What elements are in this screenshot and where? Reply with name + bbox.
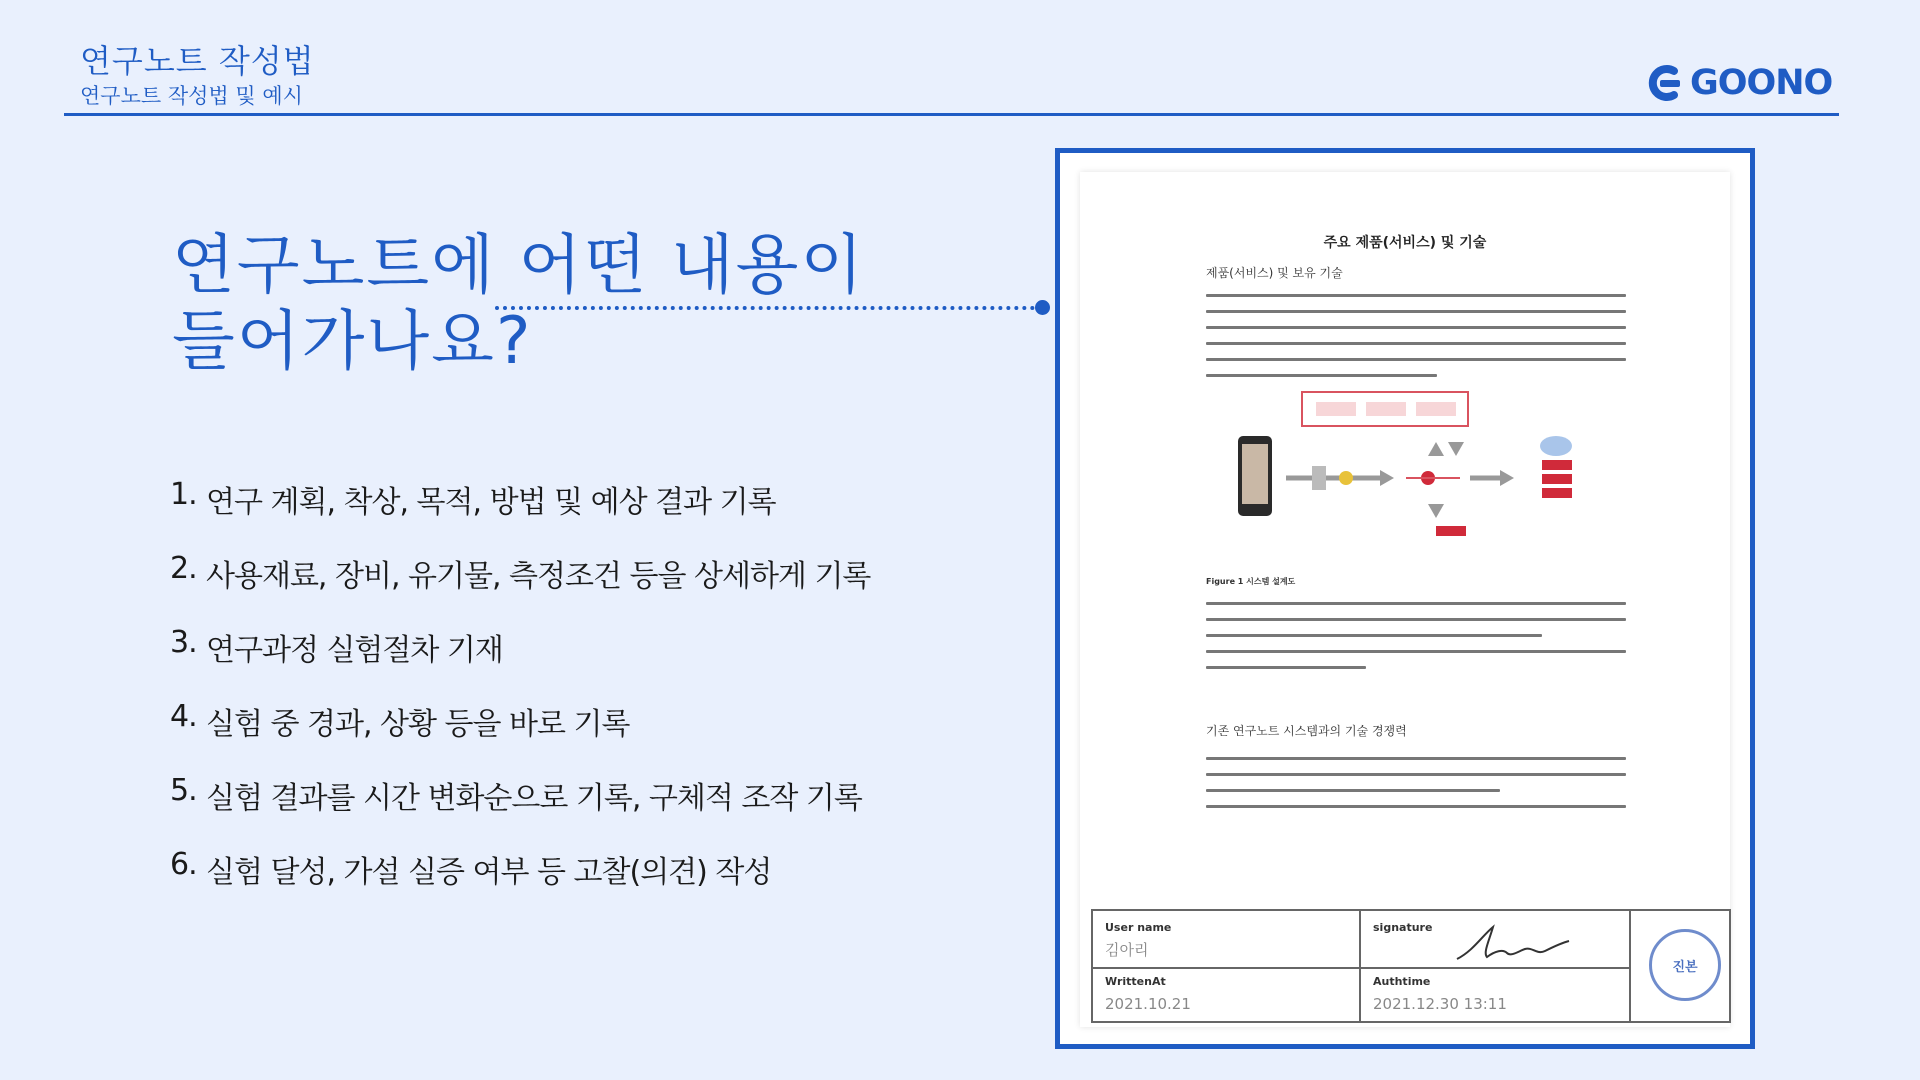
list-item: 2. 사용재료, 장비, 유기물, 측정조건 등을 상세하게 기록 [170,551,871,594]
main-question-line2: 들어가나요? [172,304,533,379]
list-item: 6. 실험 달성, 가설 실증 여부 등 고찰(의견) 작성 [170,847,772,890]
dotted-connector [495,306,1043,310]
content-list [170,477,870,921]
header-title: 연구노트 작성법 [80,42,315,80]
signature-label: signature [1373,921,1433,934]
document-paragraph [1206,757,1626,821]
system-diagram [1230,386,1610,566]
document-section-heading: 제품(서비스) 및 보유 기술 [1206,266,1343,280]
header-divider [64,113,1839,116]
goono-logo-icon [1644,63,1688,103]
user-name-label: User name [1105,921,1172,934]
goono-logo [1644,60,1832,106]
document-title: 주요 제품(서비스) 및 기술 [1323,235,1487,251]
written-at-value: 2021.10.21 [1105,995,1191,1013]
main-question-line1: 연구노트에 어떤 내용이 [172,228,866,303]
list-item: 5. 실험 결과를 시간 변화순으로 기록, 구체적 조작 기록 [170,773,862,816]
document-section-heading: 기존 연구노트 시스템과의 기술 경쟁력 [1206,724,1407,738]
list-item: 4. 실험 중 경과, 상황 등을 바로 기록 [170,699,630,742]
handwritten-signature [1453,921,1573,965]
written-at-label: WrittenAt [1105,975,1166,988]
document-paragraph [1206,294,1626,390]
header-subtitle: 연구노트 작성법 및 예시 [80,84,303,108]
goono-logo-text: GOONO [1690,63,1833,103]
auth-time-value: 2021.12.30 13:11 [1373,995,1507,1013]
user-name-value: 김아리 [1105,941,1149,959]
signature-table [1091,909,1731,1023]
auth-time-label: Authtime [1373,975,1431,988]
list-item: 1. 연구 계획, 착상, 목적, 방법 및 예상 결과 기록 [170,477,776,520]
document-page [1080,172,1730,1027]
document-paragraph [1206,602,1626,682]
figure-caption: Figure 1 시스템 설계도 [1206,577,1296,586]
main-question [172,228,865,380]
list-item: 3. 연구과정 실험절차 기재 [170,625,503,668]
connector-dot [1035,300,1050,315]
research-note-example [1055,148,1755,1049]
authenticity-seal-icon: 진본 [1649,929,1721,1001]
